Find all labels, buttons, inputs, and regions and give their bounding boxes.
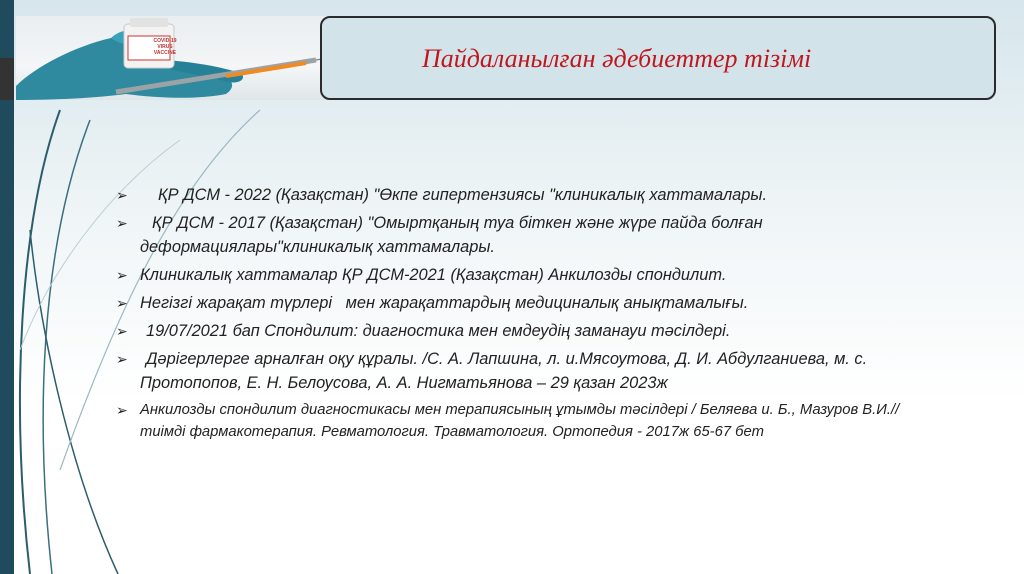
- left-sidebar-accent: [0, 58, 14, 100]
- arrow-bullet-icon: ➢: [116, 215, 128, 231]
- reference-item: [116, 347, 916, 395]
- reference-item: [116, 291, 916, 315]
- arrow-bullet-icon: ➢: [116, 351, 128, 367]
- arrow-bullet-icon: ➢: [116, 323, 128, 339]
- references-list: [116, 183, 916, 447]
- arrow-bullet-icon: ➢: [116, 267, 128, 283]
- reference-text: ҚР ДСМ - 2017 (Қазақстан) "Омыртқаның туа біткен және жүре пайда болған деформациялары"клиникалық хаттамалары.: [140, 214, 763, 256]
- reference-text: 19/07/2021 бап Спондилит: диагностика мен емдеудің заманауи тәсілдері.: [146, 322, 731, 340]
- slide-title: Пайдаланылған әдебиеттер тізімі: [422, 44, 812, 73]
- reference-text: Негізгі жарақат түрлері мен жарақаттардың медициналық анықтамалығы.: [140, 294, 749, 312]
- reference-text: Дәрігерлерге арналған оқу құралы. /С. А. Лапшина, л. и.Мясоутова, Д. И. Абдулганиева, м. с. Протопопов, Е. Н. Белоусова, А. А. Нигматьянова – 29 қазан 2023ж: [140, 350, 868, 392]
- vial-label-line: COVID-19: [153, 38, 177, 44]
- vial-label: [145, 38, 185, 56]
- reference-item: [116, 211, 916, 259]
- reference-item: [116, 319, 916, 343]
- arrow-bullet-icon: ➢: [116, 187, 128, 203]
- arrow-bullet-icon: ➢: [116, 295, 128, 311]
- reference-item: [116, 399, 916, 443]
- reference-text: Анкилозды спондилит диагностикасы мен терапиясының ұтымды тәсілдері / Беляева и. Б., Мазуров В.И.// тиімді фармакотерапия. Ревматология. Травматология. Ортопедия - 2017ж 65-67 бет: [140, 402, 900, 440]
- vial-label-line: VACCINE: [153, 50, 177, 56]
- vial-label-line: VIRUS: [157, 44, 173, 50]
- reference-text: ҚР ДСМ - 2022 (Қазақстан) "Өкпе гипертензиясы "клиникалық хаттамалары.: [158, 186, 768, 204]
- title-box: [320, 16, 996, 100]
- reference-item: [116, 263, 916, 287]
- reference-item: [116, 183, 916, 207]
- reference-text: Клиникалық хаттамалар ҚР ДСМ-2021 (Қазақстан) Анкилозды спондилит.: [140, 266, 727, 284]
- arrow-bullet-icon: ➢: [116, 402, 128, 418]
